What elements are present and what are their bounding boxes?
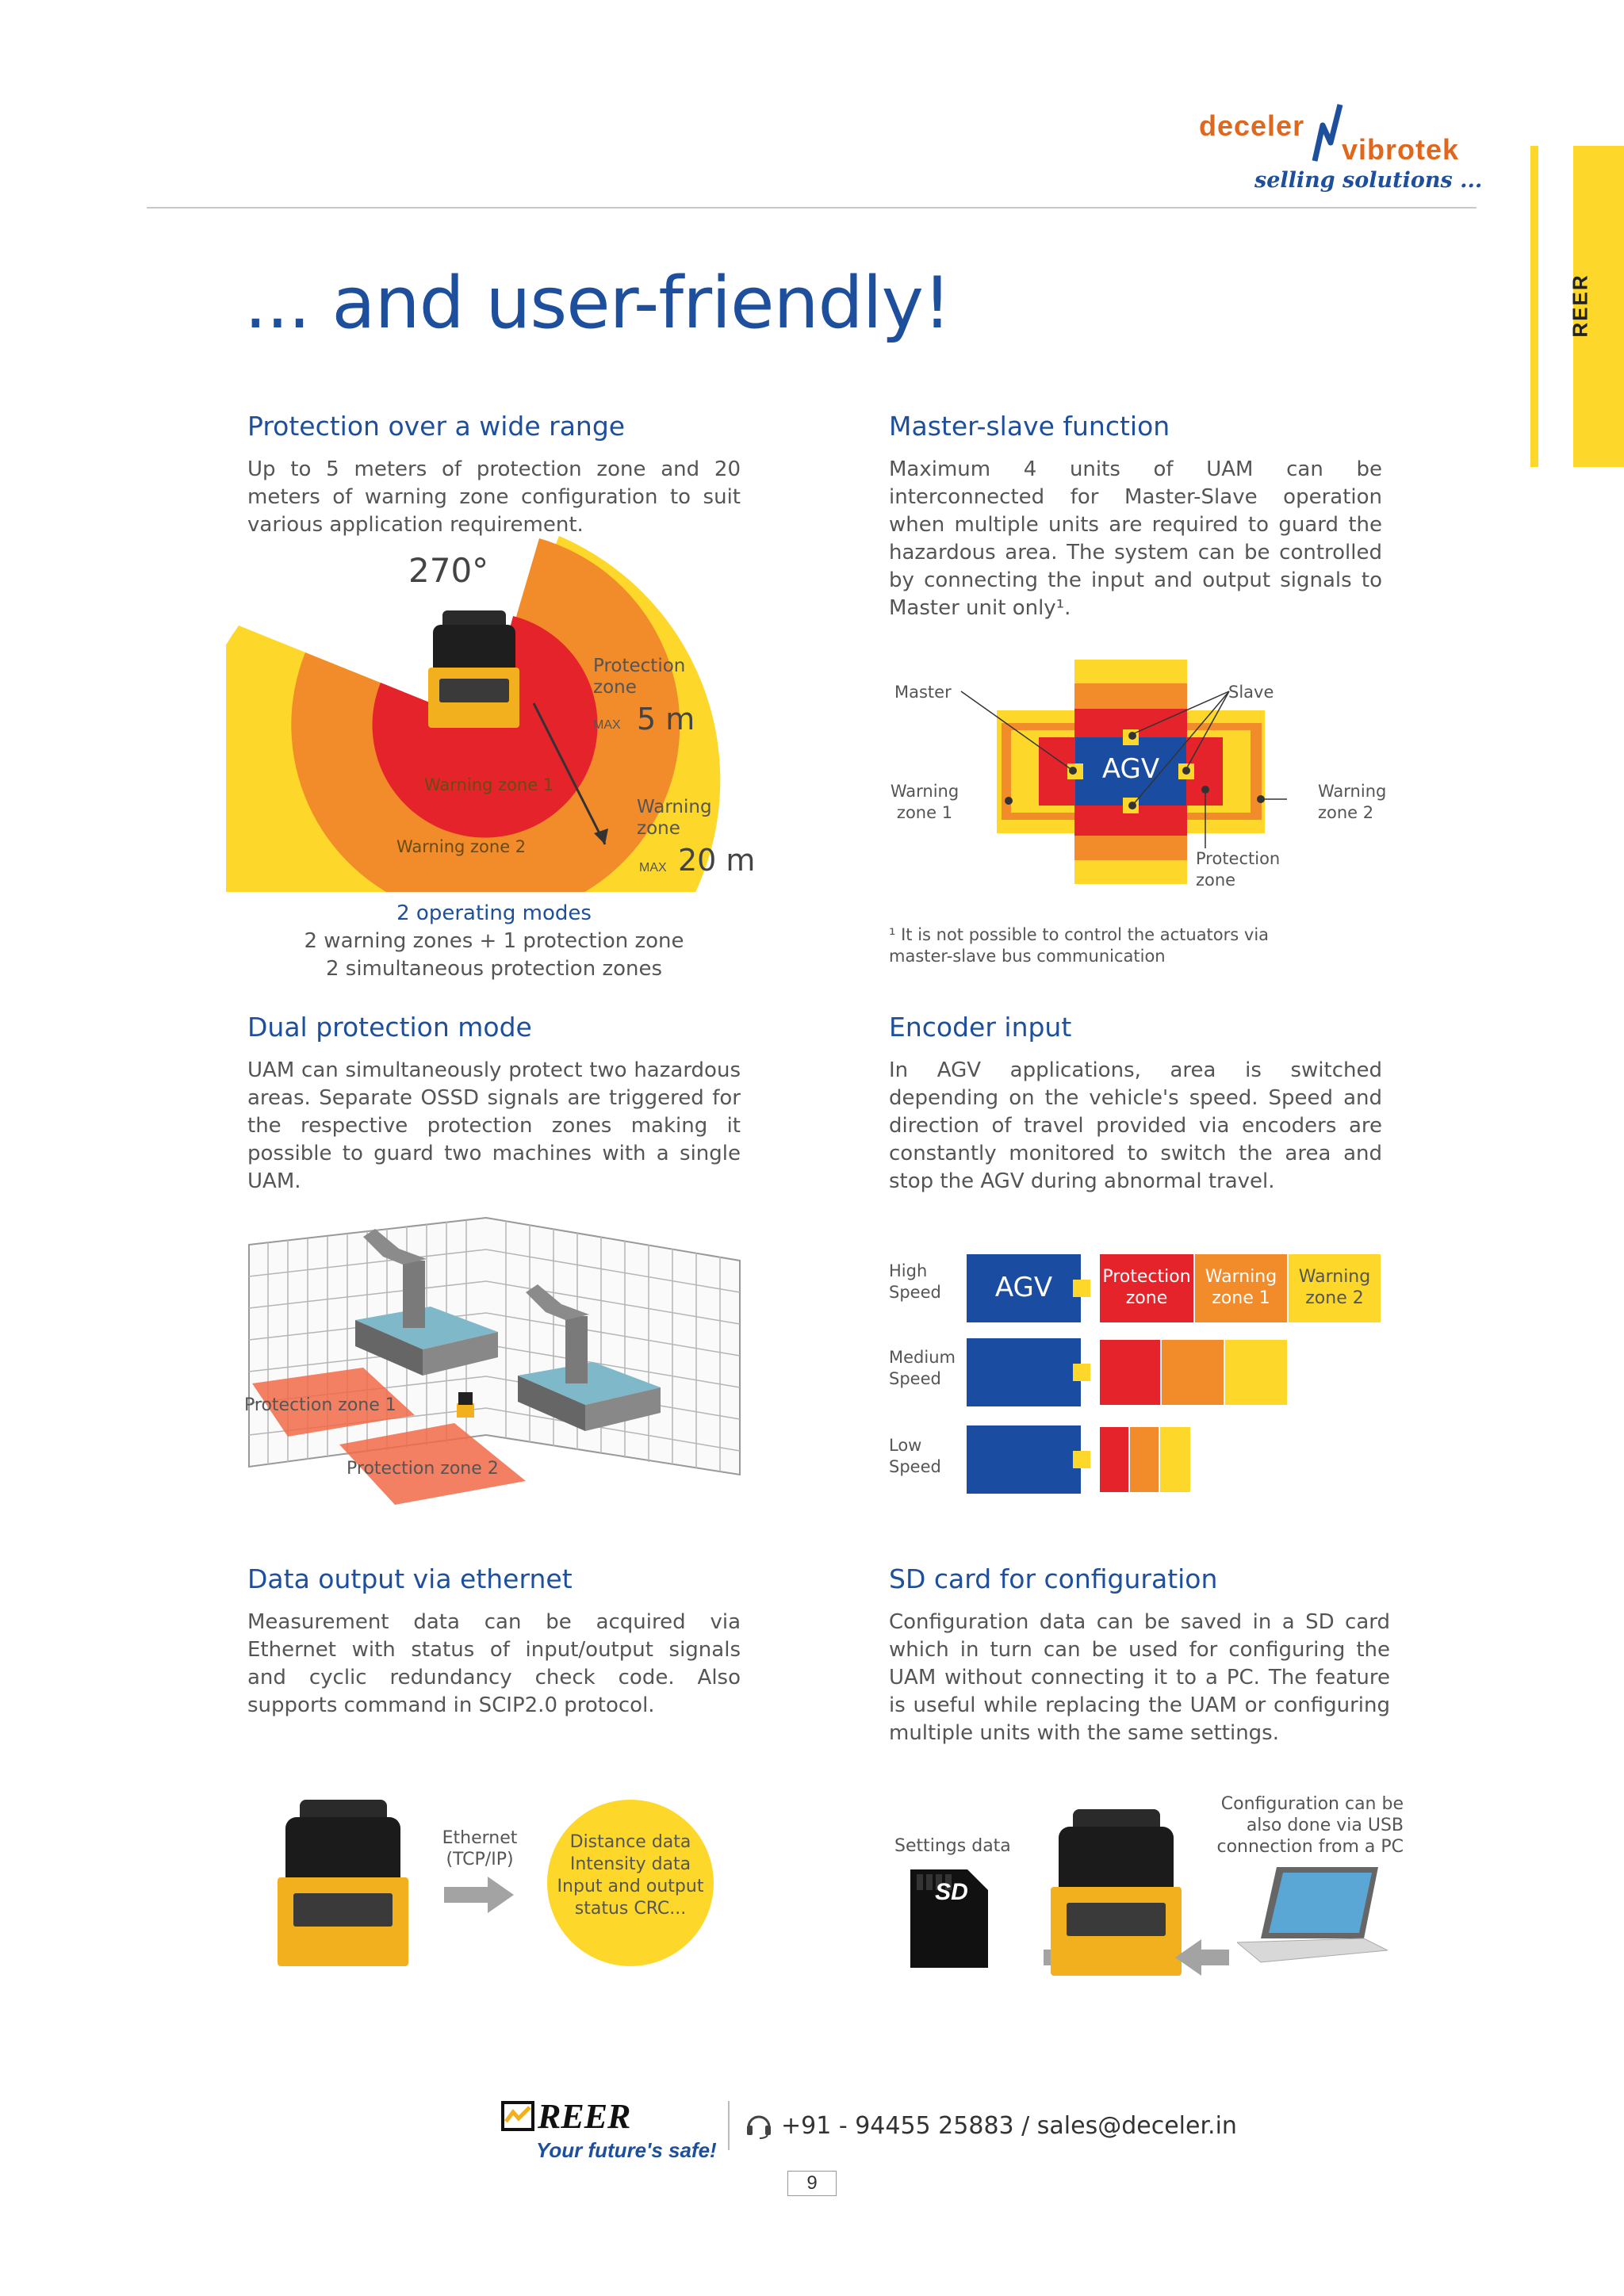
dual-title: Dual protection mode xyxy=(247,1012,532,1043)
zone-warning2-medium xyxy=(1225,1340,1287,1405)
zone-protection-medium xyxy=(1100,1340,1160,1405)
master-slave-title: Master-slave function xyxy=(889,411,1170,442)
warning-zone-1-label: Warning zone 1 xyxy=(424,775,554,794)
speed-high-label: High Speed xyxy=(889,1261,941,1302)
ms-agv-label: AGV xyxy=(1101,753,1160,785)
protection-angle: 270° xyxy=(408,551,489,590)
encoder-body: In AGV applications, area is switched depending on the vehicle's speed. Speed and direction of travel provided via encoders are constantly monitored to switch the area and stop the AGV during abnormal travel. xyxy=(889,1058,1382,1193)
ethernet-arrow-icon xyxy=(444,1875,515,1915)
agv-block-medium xyxy=(967,1338,1081,1406)
logo-vibrotek: vibrotek xyxy=(1342,133,1460,166)
usb-note: Configuration can be also done via USB connection from a PC xyxy=(1216,1794,1404,1857)
sensor-medium xyxy=(1073,1364,1090,1381)
laptop-icon xyxy=(1237,1863,1388,1966)
sd-settings-label: Settings data xyxy=(894,1836,1011,1856)
ms-master-label: Master xyxy=(894,683,952,702)
dual-body: UAM can simultaneously protect two hazardous areas. Separate OSSD signals are triggered for the respective protection zones making it possible to guard two machines with a single UAM. xyxy=(247,1058,741,1193)
zone-protection-low xyxy=(1100,1427,1128,1492)
mode-2: 2 simultaneous protection zones xyxy=(325,957,663,981)
warning-zone-label: Warning zone xyxy=(637,797,712,839)
max-label-2: MAX xyxy=(639,861,667,874)
protection-title: Protection over a wide range xyxy=(247,411,626,442)
scanner-device-image xyxy=(428,610,519,729)
brand-logo xyxy=(1197,101,1483,205)
protection-zone-label: Protection zone xyxy=(593,656,686,698)
zone-protection-label: Protection zone xyxy=(1102,1267,1191,1308)
dual-zone-2-label: Protection zone 2 xyxy=(347,1459,499,1479)
ethernet-link-label: Ethernet (TCP/IP) xyxy=(442,1828,518,1869)
zone-warning1-label: Warning zone 1 xyxy=(1205,1267,1277,1308)
data-circle-text: Distance data Intensity data Input and output status CRC... xyxy=(557,1832,704,1919)
sd-arrow-right-icon xyxy=(1174,1938,1229,1977)
header-rule xyxy=(147,207,1477,209)
footer-divider xyxy=(728,2101,730,2150)
speed-medium-label: Medium Speed xyxy=(889,1348,956,1388)
ms-warning-zone-2: Warning zone 2 xyxy=(1318,782,1387,822)
headset-icon xyxy=(745,2111,772,2140)
ms-footnote: ¹ It is not possible to control the actuators via master-slave bus communication xyxy=(889,925,1270,966)
max-label: MAX xyxy=(593,718,621,732)
sensor-high xyxy=(1073,1280,1090,1297)
ms-slave-label: Slave xyxy=(1228,683,1274,702)
reer-logo: REER xyxy=(538,2097,631,2136)
sd-title: SD card for configuration xyxy=(889,1563,1218,1594)
side-tab-label: REER xyxy=(1568,274,1592,338)
encoder-title: Encoder input xyxy=(889,1012,1072,1043)
reer-logo-icon xyxy=(501,2101,534,2131)
footer-contact[interactable]: +91 - 94455 25883 / sales@deceler.in xyxy=(781,2112,1237,2140)
sd-body: Configuration data can be saved in a SD card which in turn can be used for configuring the UAM without connecting it to a PC. The feature is useful while replacing the UAM or configuring multiple units with the same settings. xyxy=(889,1610,1390,1745)
protection-body: Up to 5 meters of protection zone and 20 meters of warning zone configuration to suit various application requirement. xyxy=(247,457,741,537)
zone-warning2-label: Warning zone 2 xyxy=(1298,1267,1371,1308)
side-tab-stripe xyxy=(1530,146,1538,467)
master-slave-body: Maximum 4 units of UAM can be interconnected for Master-Slave operation when multiple units are required to guard the hazardous area. The system can be controlled by connecting the input and output signals to Master unit only¹. xyxy=(889,457,1382,620)
warning-range: 20 m xyxy=(678,843,756,878)
zone-warning1-medium xyxy=(1162,1340,1224,1405)
logo-deceler: deceler xyxy=(1199,109,1305,142)
zone-warning2-low xyxy=(1160,1427,1190,1492)
ethernet-scanner-image xyxy=(278,1800,408,1966)
protection-range: 5 m xyxy=(637,702,695,737)
dual-zone-1-label: Protection zone 1 xyxy=(244,1395,396,1415)
zone-warning1-low xyxy=(1130,1427,1159,1492)
logo-tagline: selling solutions ... xyxy=(1254,168,1483,193)
page-title: ... and user-friendly! xyxy=(244,262,951,345)
modes-title: 2 operating modes xyxy=(396,901,592,925)
agv-block-low xyxy=(967,1425,1081,1494)
mode-1: 2 warning zones + 1 protection zone xyxy=(304,929,684,953)
page-number: 9 xyxy=(787,2171,837,2196)
ethernet-title: Data output via ethernet xyxy=(247,1563,573,1594)
warning-zone-2-label: Warning zone 2 xyxy=(396,837,527,856)
reer-tagline: Your future's safe! xyxy=(536,2138,717,2162)
sd-scanner-image xyxy=(1051,1809,1182,1976)
sensor-low xyxy=(1073,1451,1090,1468)
sd-logo: SD xyxy=(935,1879,968,1905)
agv-label: AGV xyxy=(994,1272,1053,1303)
speed-low-label: Low Speed xyxy=(889,1436,941,1476)
ms-warning-zone-1: Warning zone 1 xyxy=(890,782,959,822)
ethernet-body: Measurement data can be acquired via Ethernet with status of input/output signals and cyclic redundancy check code. Also supports command in SCIP2.0 protocol. xyxy=(247,1610,741,1717)
ms-protection-zone: Protection zone xyxy=(1196,849,1281,890)
